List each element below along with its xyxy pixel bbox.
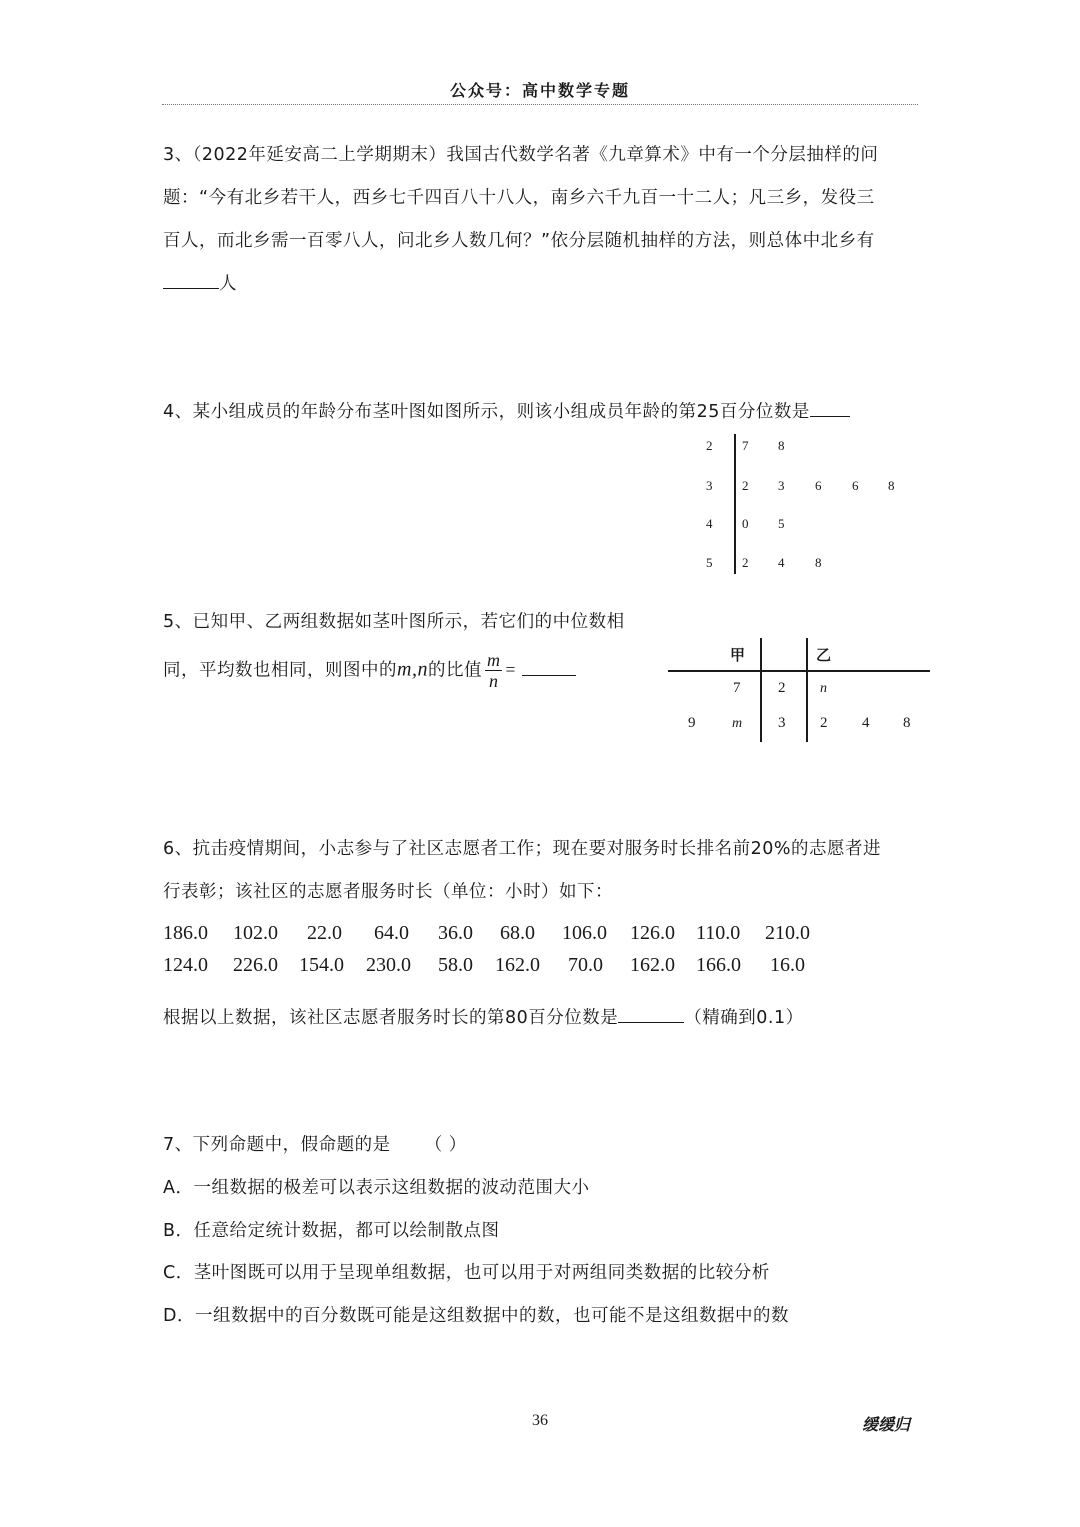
q4-stem-leaf-plot bbox=[698, 430, 918, 580]
q7-option-b[interactable]: B．任意给定统计数据，都可以绘制散点图 bbox=[163, 1221, 500, 1241]
leaf: 8 bbox=[888, 478, 895, 493]
q7-stem bbox=[163, 1131, 467, 1156]
q5-line-2 bbox=[163, 650, 576, 691]
q5-line-2-mid: 的比值 bbox=[427, 660, 482, 681]
stem: 2 bbox=[778, 680, 786, 696]
q4-text bbox=[163, 398, 850, 423]
q5-plot-divider-right bbox=[806, 638, 808, 742]
data-value: 36.0 bbox=[438, 922, 473, 944]
data-value: 22.0 bbox=[307, 922, 342, 944]
q3-line-4-suffix: 人 bbox=[219, 274, 237, 294]
stem-4: 4 bbox=[706, 516, 713, 531]
q6-answer-blank[interactable] bbox=[618, 1004, 684, 1023]
q6-line-1: 6、抗击疫情期间，小志参与了社区志愿者工作；现在要对服务时长排名前20%的志愿者进 bbox=[163, 839, 882, 859]
data-value: 64.0 bbox=[374, 922, 409, 944]
q5-plot-header-rule bbox=[668, 670, 930, 672]
leaf: 4 bbox=[778, 555, 785, 570]
data-value: 154.0 bbox=[299, 954, 344, 976]
data-value: 102.0 bbox=[233, 922, 278, 944]
fraction-denominator: n bbox=[488, 671, 499, 691]
left-leaf: 7 bbox=[733, 680, 741, 696]
q5-variables: m,n bbox=[397, 658, 428, 681]
q4-plot-divider bbox=[734, 434, 736, 574]
q7-option-a[interactable]: A．一组数据的极差可以表示这组数据的波动范围大小 bbox=[163, 1178, 590, 1198]
q5-fraction bbox=[485, 650, 503, 691]
q4-answer-blank[interactable] bbox=[810, 398, 850, 417]
q3-line-2: 题：“今有北乡若干人，西乡七千四百八十八人，南乡六千九百一十二人；凡三乡，发役三 bbox=[163, 188, 875, 208]
stem-5: 5 bbox=[706, 555, 713, 570]
author-signature: 缓缓归 bbox=[862, 1415, 911, 1434]
q3-line-4 bbox=[163, 270, 237, 295]
q3-line-1: 3、（2022年延安高二上学期期末）我国古代数学名著《九章算术》中有一个分层抽样的问 bbox=[163, 145, 879, 165]
q5-equals: = bbox=[505, 659, 516, 680]
right-leaf: 8 bbox=[903, 715, 911, 731]
leaf: 6 bbox=[815, 478, 822, 493]
q5-line-1: 5、已知甲、乙两组数据如茎叶图所示，若它们的中位数相 bbox=[163, 612, 625, 632]
data-value: 106.0 bbox=[562, 922, 607, 944]
leaf: 8 bbox=[815, 555, 822, 570]
q6-line-2: 行表彰；该社区的志愿者服务时长（单位：小时）如下： bbox=[163, 882, 613, 902]
right-leaf: 2 bbox=[820, 715, 828, 731]
data-value: 70.0 bbox=[568, 954, 603, 976]
data-value: 162.0 bbox=[495, 954, 540, 976]
leaf: 5 bbox=[778, 516, 785, 531]
page-header-title: 公众号：高中数学专题 bbox=[449, 81, 630, 100]
data-value: 162.0 bbox=[630, 954, 675, 976]
q7-answer-paren[interactable]: （ ） bbox=[424, 1135, 467, 1155]
data-value: 58.0 bbox=[438, 954, 473, 976]
q5-line-2-prefix: 同，平均数也相同，则图中的 bbox=[163, 660, 397, 681]
stem-3: 3 bbox=[706, 478, 713, 493]
leaf: 2 bbox=[742, 555, 749, 570]
q5-left-header: 甲 bbox=[730, 646, 746, 664]
leaf: 3 bbox=[778, 478, 785, 493]
right-leaf: n bbox=[820, 681, 827, 696]
q3-answer-blank[interactable] bbox=[163, 270, 219, 289]
data-value: 126.0 bbox=[630, 922, 675, 944]
q7-question: 7、下列命题中，假命题的是 bbox=[163, 1135, 391, 1155]
q7-option-c[interactable]: C．茎叶图既可以用于呈现单组数据，也可以用于对两组同类数据的比较分析 bbox=[163, 1263, 770, 1283]
leaf: 8 bbox=[778, 438, 785, 453]
leaf: 7 bbox=[742, 438, 749, 453]
q5-plot-divider-left bbox=[760, 638, 762, 742]
stem: 3 bbox=[778, 715, 786, 731]
data-value: 124.0 bbox=[163, 954, 208, 976]
data-value: 68.0 bbox=[500, 922, 535, 944]
page-number: 36 bbox=[532, 1412, 548, 1429]
data-value: 230.0 bbox=[366, 954, 411, 976]
data-value: 16.0 bbox=[770, 954, 805, 976]
fraction-numerator: m bbox=[486, 650, 501, 670]
data-value: 110.0 bbox=[696, 922, 741, 944]
q5-stem-leaf-plot bbox=[668, 638, 930, 742]
right-leaf: 4 bbox=[862, 715, 870, 731]
q5-right-header: 乙 bbox=[816, 646, 832, 664]
q5-answer-blank[interactable] bbox=[522, 657, 576, 676]
q6-line-3 bbox=[163, 1004, 804, 1029]
q6-line-3-suffix: （精确到0.1） bbox=[684, 1008, 804, 1028]
leaf: 0 bbox=[742, 516, 749, 531]
stem-2: 2 bbox=[706, 438, 713, 453]
data-value: 186.0 bbox=[163, 922, 208, 944]
data-value: 166.0 bbox=[696, 954, 741, 976]
left-leaf: m bbox=[732, 716, 743, 731]
q3-line-3: 百人，而北乡需一百零八人，问北乡人数几何？”依分层随机抽样的方法，则总体中北乡有 bbox=[163, 231, 875, 251]
data-value: 226.0 bbox=[233, 954, 278, 976]
leaf: 6 bbox=[852, 478, 859, 493]
q7-option-d[interactable]: D．一组数据中的百分数既可能是这组数据中的数，也可能不是这组数据中的数 bbox=[163, 1306, 789, 1326]
header-divider bbox=[162, 104, 918, 105]
q6-line-3-prefix: 根据以上数据，该社区志愿者服务时长的第80百分位数是 bbox=[163, 1008, 619, 1028]
left-leaf: 9 bbox=[688, 715, 696, 731]
leaf: 2 bbox=[742, 478, 749, 493]
q4-question: 4、某小组成员的年龄分布茎叶图如图所示，则该小组成员年龄的第25百分位数是 bbox=[163, 402, 810, 422]
data-value: 210.0 bbox=[765, 922, 810, 944]
